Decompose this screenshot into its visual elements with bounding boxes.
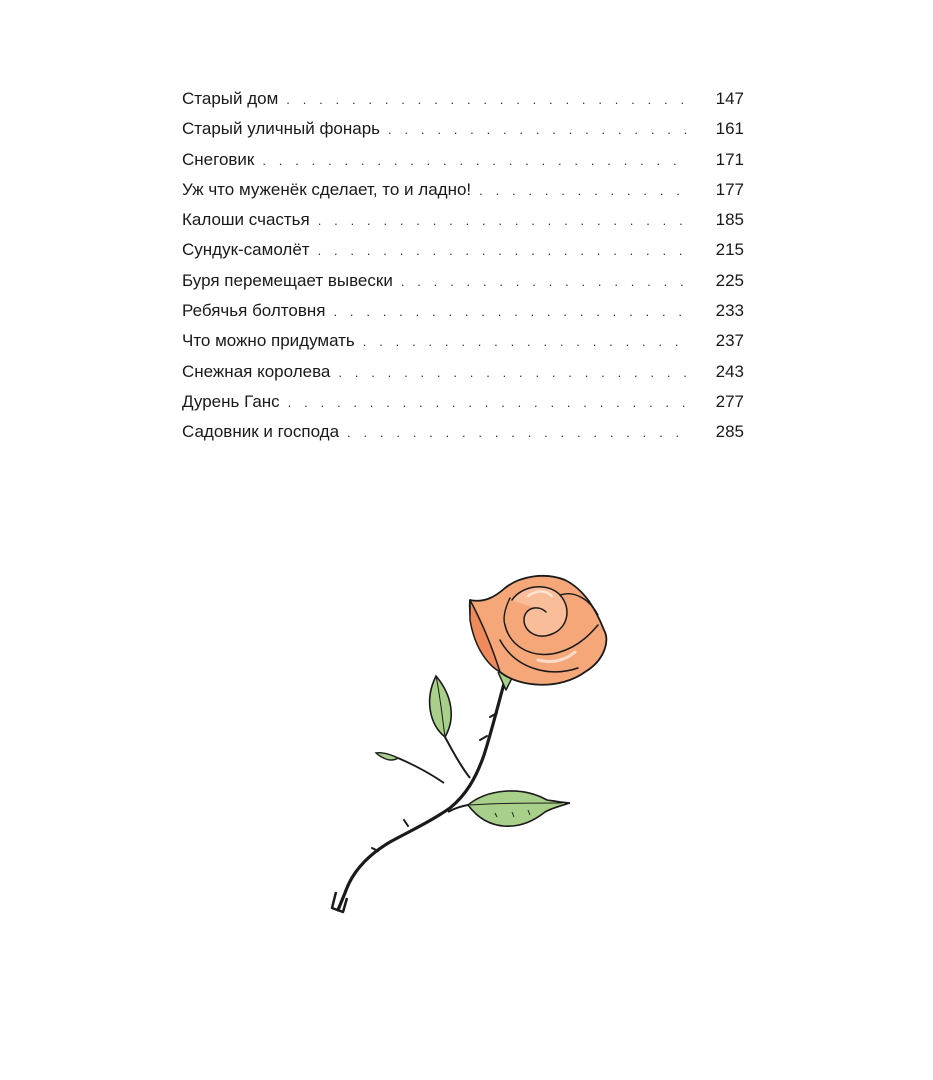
toc-entry-page: 147 [715,89,744,108]
toc-dot-leader [363,327,690,357]
toc-entry[interactable] [182,326,744,356]
toc-entry-title: Сундук-самолёт [182,240,310,260]
rose-leaf-branch [445,737,470,778]
rose-leaf [376,753,398,760]
rose-thorn [480,736,487,740]
toc-entry-title: Уж что муженёк сделает, то и ладно! [182,179,472,199]
toc-entry-title: Дурень Ганс [182,391,280,411]
toc-dot-leader [347,418,690,448]
toc-entry-title: Снежная королева [182,361,331,381]
toc-entry-title: Буря перемещает вывески [182,270,393,290]
toc-entry-page: 215 [715,240,744,260]
toc-dot-leader [338,358,690,388]
rose-leaf [468,791,570,826]
toc-entry-page: 233 [715,301,744,321]
toc-entry-page: 277 [715,391,744,411]
toc-entry-title: Старый дом [182,89,279,108]
rose-thorn [404,820,408,826]
toc-entry-page: 185 [715,210,744,230]
toc-dot-leader [318,206,690,236]
toc-entry[interactable] [182,387,744,417]
toc-dot-leader [288,388,690,418]
toc-entry[interactable] [182,296,744,326]
toc-dot-leader [318,236,690,266]
rose-illustration-icon [320,565,620,925]
rose-leaf [430,676,452,737]
toc-entry-title: Что можно придумать [182,331,355,351]
toc-entry[interactable] [182,205,744,235]
toc-entry-page: 171 [715,149,744,169]
toc-entry[interactable] [182,84,744,114]
toc-entry-title: Калоши счастья [182,210,310,230]
toc-entry-page: 161 [715,119,744,139]
toc-entry-page: 237 [715,331,744,351]
toc-dot-leader [401,267,690,297]
toc-entry[interactable] [182,145,744,175]
toc-entry[interactable] [182,417,744,447]
toc-entry[interactable] [182,175,744,205]
toc-dot-leader [262,146,690,176]
toc-entry[interactable] [182,235,744,265]
toc-entry-title: Ребячья болтовня [182,301,326,321]
toc-entry-page: 177 [715,179,744,199]
toc-dot-leader [333,297,690,327]
toc-entry-page: 285 [715,422,744,442]
toc-entry[interactable] [182,114,744,144]
toc-entry[interactable] [182,357,744,387]
rose-thorn [372,848,378,851]
toc-entry[interactable] [182,266,744,296]
rose-stem [338,680,505,910]
toc-entry-title: Садовник и господа [182,422,340,442]
toc-entry-title: Снеговик [182,149,255,169]
toc-entry-page: 225 [715,270,744,290]
table-of-contents [182,84,744,448]
rose-leaf-branch [398,758,444,783]
toc-dot-leader [286,85,690,115]
toc-entry-title: Старый уличный фонарь [182,119,381,139]
toc-entry-page: 243 [715,361,744,381]
toc-dot-leader [479,176,690,206]
toc-dot-leader [388,115,690,145]
